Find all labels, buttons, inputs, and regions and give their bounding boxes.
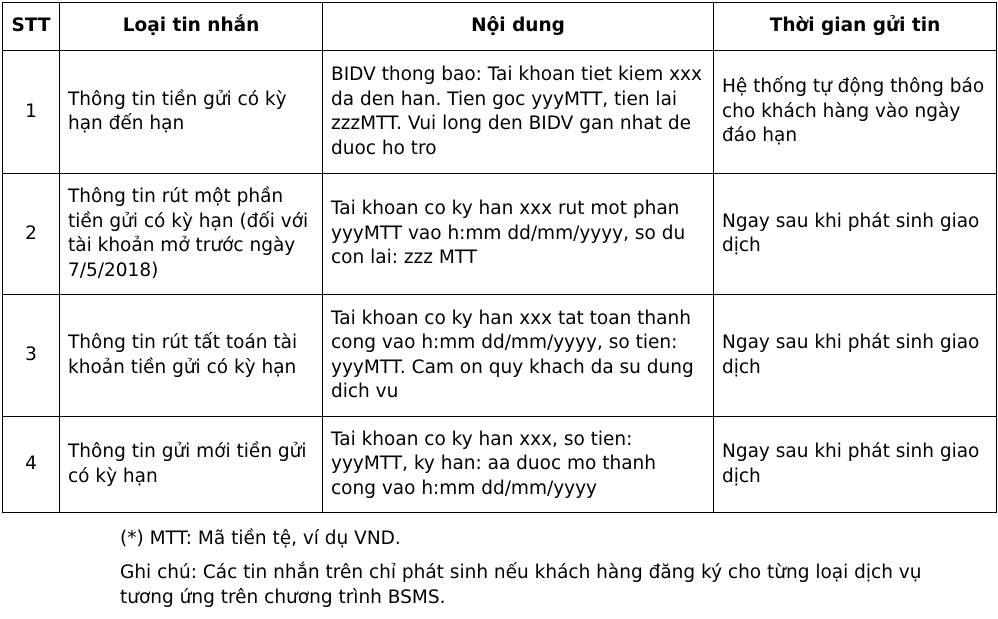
- row-number: 3: [3, 295, 60, 417]
- message-type-cell: Thông tin rút một phần tiền gửi có kỳ hạn (đối với tài khoản mở trước ngày 7/5/2018): [60, 174, 323, 295]
- table-row: [3, 417, 997, 513]
- row-number: 4: [3, 417, 60, 513]
- send-time-cell: Hệ thống tự động thông báo cho khách hàng vào ngày đáo hạn: [714, 51, 997, 174]
- sms-message-table: [2, 2, 997, 513]
- table-row: [3, 51, 997, 174]
- send-time-cell: Ngay sau khi phát sinh giao dịch: [714, 417, 997, 513]
- registration-remark: Ghi chú: Các tin nhắn trên chỉ phát sinh nếu khách hàng đăng ký cho từng loại dịch vụ tương ứng trên chương trình BSMS.: [120, 562, 922, 608]
- message-type-cell: Thông tin gửi mới tiền gửi có kỳ hạn: [60, 417, 323, 513]
- currency-footnote: (*) MTT: Mã tiền tệ, ví dụ VND.: [120, 528, 401, 549]
- send-time-cell: Ngay sau khi phát sinh giao dịch: [714, 295, 997, 417]
- table-row: [3, 295, 997, 417]
- message-content-cell: Tai khoan co ky han xxx rut mot phan yyyMTT vao h:mm dd/mm/yyyy, so du con lai: zzz MTT: [323, 174, 714, 295]
- message-type-cell: Thông tin rút tất toán tài khoản tiền gửi có kỳ hạn: [60, 295, 323, 417]
- header-row: [3, 3, 997, 51]
- header-content: Nội dung: [323, 3, 714, 51]
- send-time-cell: Ngay sau khi phát sinh giao dịch: [714, 174, 997, 295]
- notes-section: [120, 526, 940, 610]
- message-type-cell: Thông tin tiền gửi có kỳ hạn đến hạn: [60, 51, 323, 174]
- row-number: 2: [3, 174, 60, 295]
- message-content-cell: Tai khoan co ky han xxx tat toan thanh cong vao h:mm dd/mm/yyyy, so tien: yyyMTT. Cam on quy khach da su dung dich vu: [323, 295, 714, 417]
- header-stt: STT: [3, 3, 60, 51]
- table-row: [3, 174, 997, 295]
- message-content-cell: BIDV thong bao: Tai khoan tiet kiem xxx da den han. Tien goc yyyMTT, tien lai zzzMTT. Vui long den BIDV gan nhat de duoc ho tro: [323, 51, 714, 174]
- header-message-type: Loại tin nhắn: [60, 3, 323, 51]
- message-content-cell: Tai khoan co ky han xxx, so tien: yyyMTT, ky han: aa duoc mo thanh cong vao h:mm dd/mm/yyyy: [323, 417, 714, 513]
- row-number: 1: [3, 51, 60, 174]
- header-send-time: Thời gian gửi tin: [714, 3, 997, 51]
